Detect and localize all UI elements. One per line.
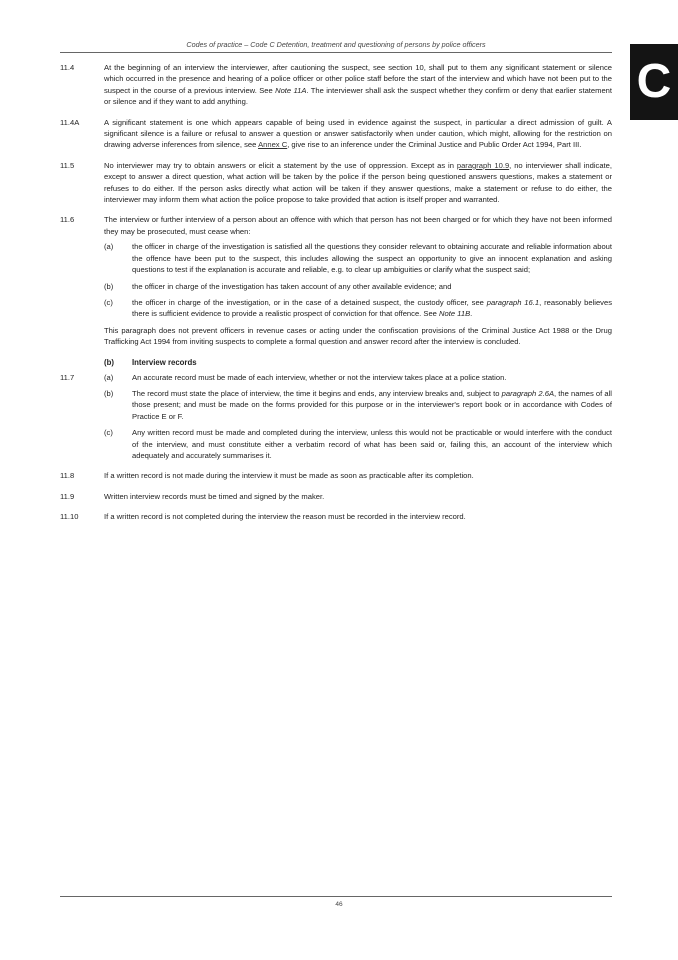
paragraph-text-continued: . The interviewer shall ask the suspect whether they confirm or deny that earlier statement or silence and if they want to add anything. [104,85,613,107]
list-item [104,297,612,320]
annex-link[interactable]: Annex C [258,140,288,150]
item-text: the officer in charge of the investigation, or in the case of a detained suspect, the custody officer, see [132,297,487,307]
item-text: the officer in charge of the investigation is satisfied all the questions they consider relevant to obtaining accurate and reliable information about the offence have been put to the suspect, this includes allowing the suspect an opportunity to give an innocent explanation and asking questions to test if the explanation is accurate and reliable, e.g. to clear up ambiguities or clarify what the suspect said; [132,242,612,275]
paragraph-intro: The interview or further interview of a person about an offence with which that person has not been charged or for which they have not been informed they may be prosecuted, must cease when: [104,215,612,236]
item-text-end: . [470,309,473,319]
paragraph-text: At the beginning of an interview the interviewer, after cautioning the suspect, see section 10, shall put to them any significant statement or silence which occurred in the presence and hearing of a police officer or other police staff before the start of the interview and which have not been put to the suspect in the course of a previous interview. See [104,63,612,95]
paragraph-text: A significant statement is one which appears capable of being used in evidence against the suspect, in particular a direct admission of guilt. A significant silence is a failure or refusal to answer a question or answer satisfactorily when under caution, which might, allowing for the restriction on drawing adverse inferences from silence, see [104,117,612,150]
item-label: (b) [104,388,114,398]
item-text: An accurate record must be made of each interview, whether or not the interview takes place at a police station. [132,372,507,382]
header-rule [60,52,612,53]
paragraph-text: No interviewer may try to obtain answers or elicit a statement by the use of oppression. Except as in [104,160,457,170]
paragraph-reference: paragraph 16.1 [486,297,540,307]
note-reference: Note 11A [275,85,307,95]
paragraph-text: If a written record is not made during the interview it must be made as soon as practicable after its completion. [104,471,474,481]
paragraph-number: 11.9 [60,491,75,501]
paragraph-reference: paragraph 2.6A [501,388,555,398]
body-text [60,62,612,532]
paragraph-11-9 [60,491,612,502]
heading-label: (b) [104,357,114,367]
running-header: Codes of practice – Code C Detention, treatment and questioning of persons by police officers [186,40,486,49]
item-label: (b) [104,281,114,291]
paragraph-11-6 [60,214,612,237]
section-tab: C [630,44,678,120]
paragraph-11-5 [60,160,612,206]
item-text-continued: , reasonably believes there is sufficient evidence to provide a realistic prospect of conviction for that offence. See [132,297,612,319]
paragraph-text: Written interview records must be timed and signed by the maker. [104,491,325,501]
paragraph-11-6-items [104,241,612,319]
item-label: (c) [104,428,113,438]
paragraph-number: 11.5 [60,160,75,170]
section-heading [104,357,612,369]
item-text: The record must state the place of interview, the time it begins and ends, any interview breaks and, subject to [132,388,502,398]
paragraph-11-6-closing: This paragraph does not prevent officers in revenue cases or acting under the confiscation provisions of the Criminal Justice Act 1988 or the Drug Trafficking Act 1994 from inviting suspects to complete a formal question and answer record after the interview is concluded. [104,325,612,347]
item-text: Any written record must be made and completed during the interview, unless this would not be practicable or would interfere with the conduct of the interview, and must constitute either a verbatim record of what has been said or, failing this, an account of the interview which adequately and accurately summarises it. [132,428,612,460]
paragraph-number: 11.10 [60,512,79,522]
paragraph-11-4 [60,62,612,108]
paragraph-11-4a [60,117,612,151]
paragraph-link[interactable]: paragraph 10.9 [456,160,510,170]
paragraph-11-7-items [104,388,612,461]
paragraph-text-continued: , no interviewer shall indicate, except to answer a direct question, what action will be taken by the police if the person being questioned answers questions, makes a statement or refuses to do either. If the person asks directly what action will be taken if they answer questions, make a statement or refuse to do either, the interviewer may inform them what action the police propose to take provided that action is itself proper and warranted. [104,160,612,205]
paragraph-number: 11.4 [60,63,75,72]
paragraph-text-continued: , give rise to an inference under the Criminal Justice and Public Order Act 1994, Part III. [287,140,582,150]
paragraph-11-8 [60,470,612,481]
item-label: (a) [104,372,114,382]
list-item [104,241,612,275]
item-label: (a) [104,242,114,252]
paragraph-11-10 [60,511,612,522]
list-item [104,388,612,422]
paragraph-number: 11.6 [60,215,75,225]
note-reference: Note 11B [439,309,471,319]
paragraph-number: 11.7 [60,372,75,382]
list-item [104,372,612,383]
heading-title: Interview records [132,357,197,367]
item-label: (c) [104,297,113,307]
paragraph-text: If a written record is not completed during the interview the reason must be recorded in the interview record. [104,512,466,522]
page-number: 46 [335,901,343,908]
footer-rule [60,896,612,897]
paragraph-11-7 [60,372,612,383]
list-item [104,427,612,461]
item-text: the officer in charge of the investigation has taken account of any other available evidence; and [132,281,452,291]
item-text-continued: , the names of all those present; and must be made on the forms provided for this purpose or in the interviewer's report book or in accordance with Codes of Practice E or F. [132,388,612,421]
paragraph-number: 11.8 [60,471,75,481]
list-item [104,281,612,292]
paragraph-number: 11.4A [60,117,80,127]
